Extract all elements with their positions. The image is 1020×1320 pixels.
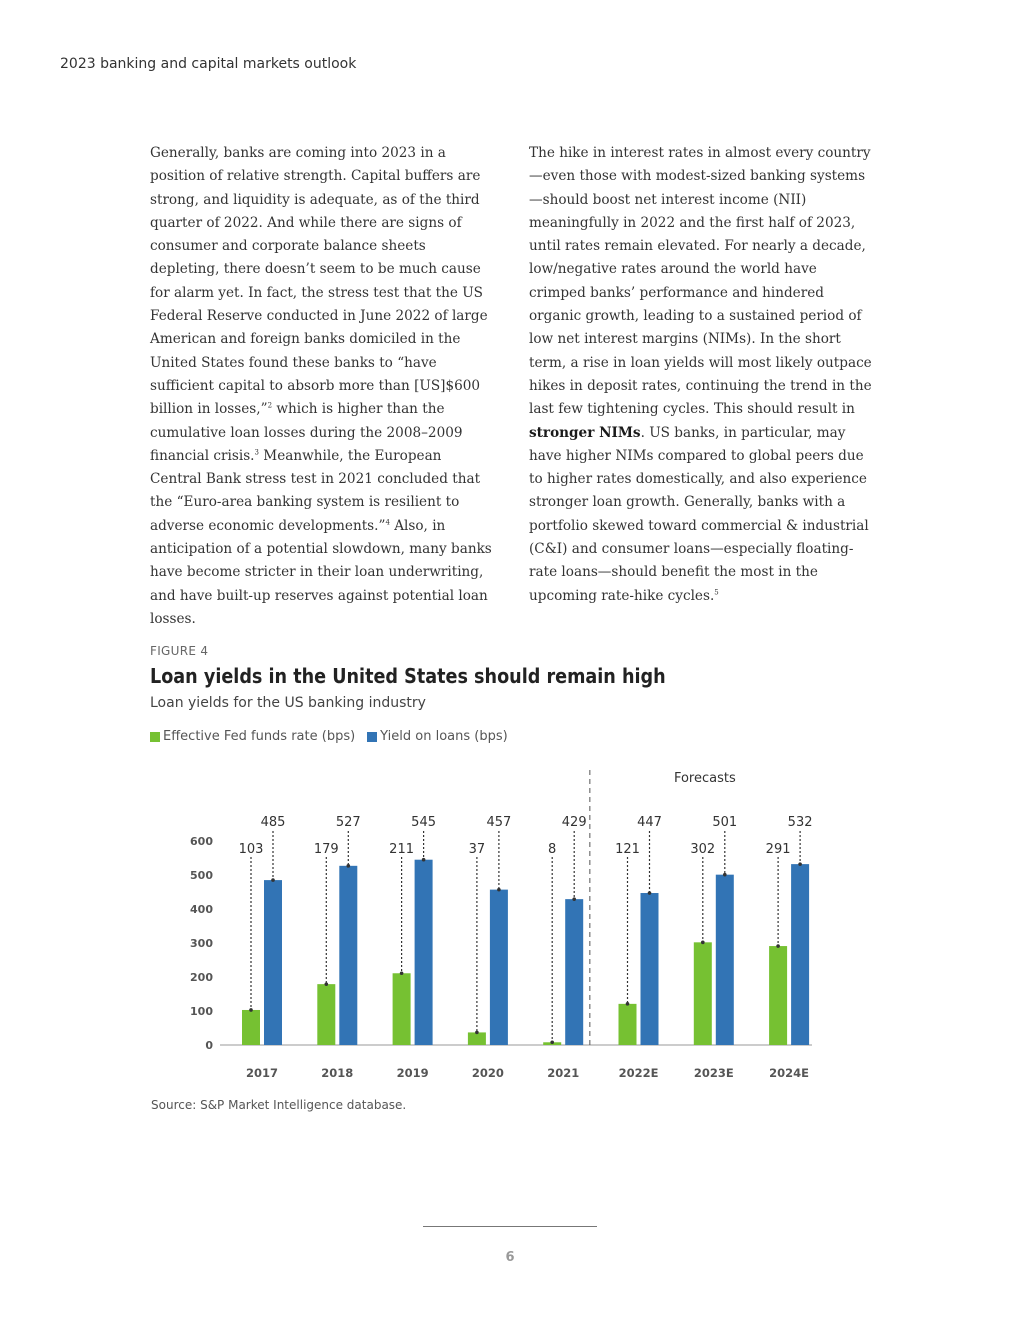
x-tick-label-2017: 2017 <box>245 1066 279 1080</box>
leader-dot-fed-funds-2020 <box>475 1031 479 1035</box>
y-tick-label-600: 600 <box>190 835 213 848</box>
leader-dot-loan-yield-2019 <box>422 858 426 862</box>
value-label-fed-funds-2019: 211 <box>389 842 415 857</box>
bar-fed-funds-2017 <box>242 1010 260 1045</box>
y-tick-label-100: 100 <box>190 1005 213 1018</box>
endnote-ref-4[interactable]: 4 <box>385 518 390 527</box>
bar-fed-funds-2024e <box>769 946 787 1045</box>
value-label-loan-yield-2023e: 501 <box>712 815 738 830</box>
bar-fed-funds-2019 <box>393 973 411 1045</box>
bar-loan-yield-2023e <box>716 875 734 1045</box>
left-paragraph <box>150 142 495 631</box>
body-column-right <box>529 142 874 608</box>
leader-dot-loan-yield-2018 <box>347 864 351 868</box>
bar-loan-yield-2018 <box>339 866 357 1045</box>
bar-fed-funds-2023e <box>694 942 712 1045</box>
leader-dot-loan-yield-2020 <box>497 888 501 892</box>
leader-dot-fed-funds-2017 <box>249 1008 253 1012</box>
bar-loan-yield-2019 <box>415 860 433 1045</box>
legend-swatch-loan-yield <box>367 732 377 742</box>
leader-dot-fed-funds-2023e <box>701 941 705 945</box>
leader-dot-loan-yield-2022e <box>648 891 652 895</box>
endnote-ref-3[interactable]: 3 <box>254 448 259 457</box>
legend-item-loan-yield <box>367 729 508 744</box>
value-label-fed-funds-2023e: 302 <box>690 842 716 857</box>
bar-loan-yield-2020 <box>490 890 508 1045</box>
figure-title: Loan yields in the United States should remain high <box>150 664 666 688</box>
value-label-fed-funds-2021: 8 <box>548 842 557 857</box>
right-paragraph <box>529 142 874 608</box>
value-label-loan-yield-2021: 429 <box>561 815 587 830</box>
leader-dot-fed-funds-2019 <box>400 971 404 975</box>
footer-divider <box>423 1226 597 1227</box>
leader-dot-loan-yield-2021 <box>572 897 576 901</box>
leader-dot-fed-funds-2024e <box>776 944 780 948</box>
value-label-loan-yield-2017: 485 <box>260 815 286 830</box>
right-text-2: . US banks, in particular, may have higher NIMs compared to global peers due to higher rates domestically, and also experience stronger loan growth. Generally, banks with a portfolio skewed toward commercial & industrial (C&I) and consumer loans—especially floating-rate loans—should benefit the most in the upcoming rate-hike cycles. <box>529 424 869 604</box>
y-tick-label-500: 500 <box>190 869 213 882</box>
x-tick-label-2021: 2021 <box>547 1066 580 1080</box>
stronger-nims-emphasis: stronger NIMs <box>529 424 641 441</box>
value-label-fed-funds-2022e: 121 <box>615 842 640 857</box>
value-label-fed-funds-2024e: 291 <box>765 842 791 857</box>
leader-dot-loan-yield-2023e <box>723 873 727 877</box>
body-column-left <box>150 142 495 631</box>
legend-item-fed-funds <box>150 729 355 744</box>
bar-loan-yield-2017 <box>264 880 282 1045</box>
right-text-1: The hike in interest rates in almost every country—even those with modest-sized banking systems—should boost net interest income (NII) meaningfully in 2022 and the first half of 2023, until rates remain elevated. For nearly a decade, low/negative rates around the world have crimped banks’ performance and hindered organic growth, leading to a sustained period of low net interest margins (NIMs). In the short term, a rise in loan yields will most likely outpace hikes in deposit rates, continuing the trend in the last few tightening cycles. This should result in <box>529 145 872 418</box>
running-header: 2023 banking and capital markets outlook <box>60 56 357 72</box>
x-tick-label-2020: 2020 <box>471 1066 504 1080</box>
leader-dot-fed-funds-2021 <box>550 1040 554 1044</box>
bar-fed-funds-2022e <box>619 1004 637 1045</box>
legend-label-loan-yield: Yield on loans (bps) <box>380 729 508 744</box>
value-label-loan-yield-2019: 545 <box>411 815 437 830</box>
y-tick-label-0: 0 <box>205 1039 213 1052</box>
y-tick-label-300: 300 <box>190 937 213 950</box>
leader-dot-fed-funds-2018 <box>325 982 329 986</box>
bar-loan-yield-2024e <box>791 864 809 1045</box>
value-label-loan-yield-2018: 527 <box>335 815 361 830</box>
y-tick-label-400: 400 <box>190 903 213 916</box>
value-label-fed-funds-2020: 37 <box>468 842 486 857</box>
legend-swatch-fed-funds <box>150 732 160 742</box>
left-text-4: Also, in anticipation of a potential slowdown, many banks have become stricter in their loan underwriting, and have built-up reserves against potential loan losses. <box>150 517 492 627</box>
figure-label: FIGURE 4 <box>150 644 209 658</box>
value-label-loan-yield-2020: 457 <box>486 815 512 830</box>
endnote-ref-2[interactable]: 2 <box>267 401 273 410</box>
value-label-loan-yield-2022e: 447 <box>637 815 662 830</box>
forecast-label: Forecasts <box>673 771 736 786</box>
loan-yields-chart <box>150 760 830 1090</box>
bar-loan-yield-2021 <box>565 899 583 1045</box>
leader-dot-loan-yield-2017 <box>271 878 275 882</box>
x-tick-label-2024e: 2024E <box>769 1066 810 1080</box>
page-number: 6 <box>505 1250 515 1265</box>
value-label-fed-funds-2017: 103 <box>238 842 264 857</box>
bar-fed-funds-2020 <box>468 1032 486 1045</box>
figure-subtitle: Loan yields for the US banking industry <box>150 695 426 711</box>
left-text-1: Generally, banks are coming into 2023 in a position of relative strength. Capital buffers are strong, and liquidity is adequate, as of the third quarter of 2022. And while there are signs of consumer and corporate balance sheets depleting, there doesn’t seem to be much cause for alarm yet. In fact, the stress test that the US Federal Reserve conducted in June 2022 of large American and foreign banks domiciled in the United States found these banks to “have sufficient capital to absorb more than [US]$600 billion in losses,” <box>150 145 488 418</box>
x-tick-label-2018: 2018 <box>321 1066 354 1080</box>
bar-loan-yield-2022e <box>641 893 659 1045</box>
x-tick-label-2022e: 2022E <box>618 1066 659 1080</box>
bar-fed-funds-2018 <box>317 984 335 1045</box>
y-tick-label-200: 200 <box>190 971 213 984</box>
figure-source: Source: S&P Market Intelligence database. <box>151 1098 407 1112</box>
leader-dot-fed-funds-2022e <box>626 1002 630 1006</box>
value-label-fed-funds-2018: 179 <box>313 842 339 857</box>
x-tick-label-2019: 2019 <box>396 1066 429 1080</box>
left-text-3: Meanwhile, the European Central Bank stress test in 2021 concluded that the “Euro-area banking system is resilient to adverse economic developments.” <box>150 447 481 534</box>
endnote-ref-5[interactable]: 5 <box>714 588 719 597</box>
legend-label-fed-funds: Effective Fed funds rate (bps) <box>163 729 356 744</box>
leader-dot-loan-yield-2024e <box>798 862 802 866</box>
value-label-loan-yield-2024e: 532 <box>787 815 813 830</box>
x-tick-label-2023e: 2023E <box>693 1066 734 1080</box>
left-text-2: which is higher than the cumulative loan losses during the 2008–2009 financial crisis. <box>150 401 463 464</box>
chart-legend <box>150 729 508 744</box>
